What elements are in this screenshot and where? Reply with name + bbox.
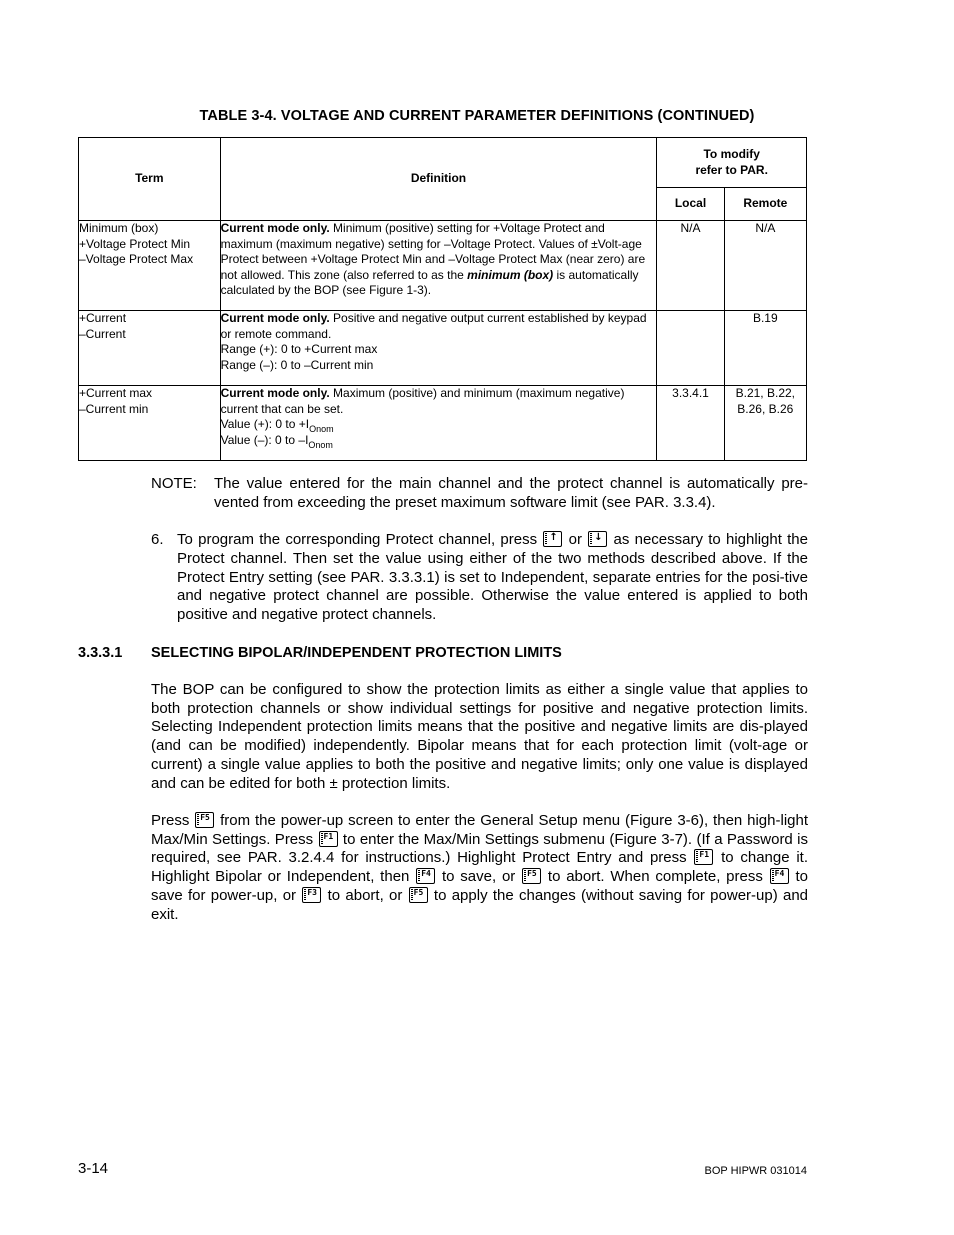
header-modify-line1: To modify xyxy=(703,146,760,161)
f1-key-icon: F1 xyxy=(319,831,338,847)
table-title: TABLE 3-4. VOLTAGE AND CURRENT PARAMETER DEFINITIONS (CONTINUED) xyxy=(199,108,755,124)
up-arrow-key-icon: ↑ xyxy=(543,531,562,547)
paragraph: Press F5 from the power-up screen to enter the General Setup menu (Figure 3-6), then high-light Max/Min Settings. Press F1 to enter the Max/Min Settings submenu (Figure 3-7). (If a Password is required, see PAR. 3.2.4.4 for instructions.) Highlight Protect Entry and press F1 to change it. Highlight Bipolar or Independent, then F4 to save, or F5 to abort. When complete, press F4 to save for power-up, or F3 to abort, or F5 to apply the changes (without saving for power-up) and exit. xyxy=(151,812,809,923)
definition-text: Maximum (positive) and minimum (maximum negative) current that can be set. xyxy=(220,386,625,416)
definition-text: is automatically calculated by the BOP (see Figure 1-3). xyxy=(220,267,639,298)
note-label: NOTE: xyxy=(151,475,197,492)
remote-ref xyxy=(724,386,806,461)
section-number: 3.3.3.1 xyxy=(78,645,123,661)
term-line: Minimum (box) xyxy=(79,221,159,235)
document-id: BOP HIPWR 031014 xyxy=(704,1165,807,1177)
value-subscript: Onom xyxy=(309,424,334,435)
term-line: –Voltage Protect Max xyxy=(79,252,194,267)
value-text: Value (+): 0 to +I xyxy=(220,417,310,432)
value-line xyxy=(221,417,657,433)
f5-key-icon: F5 xyxy=(195,812,214,828)
table-row xyxy=(79,311,807,386)
f1-key-icon: F1 xyxy=(694,849,713,865)
value-subscript: Onom xyxy=(308,439,333,450)
section-title: SELECTING BIPOLAR/INDEPENDENT PROTECTION LIMITS xyxy=(151,645,562,661)
f5-key-icon: F5 xyxy=(409,887,428,903)
term-line: –Current min xyxy=(79,401,149,416)
note-text: The value entered for the main channel and the protect channel is automatically pre-vented from exceeding the preset maximum software limit (see PAR. 3.3.4). xyxy=(214,475,808,511)
header-definition: Definition xyxy=(220,138,657,221)
mode-label: Current mode only. xyxy=(220,311,330,325)
value-line xyxy=(221,433,657,449)
definition-emphasis: minimum (box) xyxy=(467,267,554,282)
header-modify xyxy=(657,138,807,188)
parameter-table xyxy=(78,137,807,461)
header-modify-line2: refer to PAR. xyxy=(695,162,768,177)
remote-ref: N/A xyxy=(724,221,806,311)
f4-key-icon: F4 xyxy=(416,868,435,884)
range-line: Range (–): 0 to –Current min xyxy=(220,357,374,372)
note xyxy=(151,474,808,512)
header-term: Term xyxy=(79,138,221,221)
definition-cell xyxy=(220,386,657,461)
local-ref xyxy=(657,311,724,386)
table-row xyxy=(79,386,807,461)
f5-key-icon: F5 xyxy=(522,868,541,884)
step-number: 6. xyxy=(151,531,164,548)
term-line: +Current xyxy=(79,311,127,325)
header-remote: Remote xyxy=(724,188,806,221)
value-text: Value (–): 0 to –I xyxy=(220,432,309,447)
paragraph: The BOP can be configured to show the protection limits as either a single value that applies to both protection channels or show individual settings for positive and negative protection limits. Selecting Independent protection limits means that the positive and negative limits are dis-played (and can be modified) independently. Bipolar means that for each protection limit (volt-age or current) a single value applies to both the positive and negative limits; only one value is displayed and can be edited for both ± protection limits. xyxy=(151,681,808,792)
local-ref: 3.3.4.1 xyxy=(657,386,724,461)
remote-ref-line: B.21, B.22, xyxy=(735,386,795,400)
local-ref: N/A xyxy=(657,221,724,311)
term-cell xyxy=(79,221,221,311)
section-heading xyxy=(78,645,562,661)
table-row xyxy=(79,221,807,311)
definition-cell xyxy=(220,221,657,311)
range-line: Range (+): 0 to +Current max xyxy=(220,342,378,357)
page-number: 3-14 xyxy=(78,1160,109,1177)
definition-cell xyxy=(220,311,657,386)
down-arrow-key-icon: ↓ xyxy=(588,531,607,547)
term-line: +Voltage Protect Min xyxy=(79,236,191,251)
remote-ref: B.19 xyxy=(724,311,806,386)
header-local: Local xyxy=(657,188,724,221)
definition-text: Minimum (positive) setting for +Voltage Protect and maximum (maximum negative) setting for –Voltage Protect. Values of ±Volt-age Protect between +Voltage Protect Min and –Voltage Protect Max (near zero) are not allowed. This zone (also referred to as the xyxy=(220,221,646,282)
term-cell xyxy=(79,386,221,461)
remote-ref-line: B.26, B.26 xyxy=(737,401,794,416)
f3-key-icon: F3 xyxy=(302,887,321,903)
mode-label: Current mode only. xyxy=(220,221,330,235)
term-line: +Current max xyxy=(79,386,153,400)
definition-text: Positive and negative output current established by keypad or remote command. xyxy=(220,311,647,341)
term-cell xyxy=(79,311,221,386)
step-text: To program the corresponding Protect channel, press ↑ or ↓ as necessary to highlight the Protect channel. Then set the value using either of the two methods described above. If the Protect Entry setting (see PAR. 3.3.3.1) is set to Independent, separate entries for the posi-tive and negative protect channel are possible. Otherwise the value entered is applied to both positive and negative protect channels. xyxy=(177,531,808,624)
mode-label: Current mode only. xyxy=(220,386,330,400)
step-6 xyxy=(151,531,808,625)
f4-key-icon: F4 xyxy=(770,868,789,884)
term-line: –Current xyxy=(79,326,126,341)
